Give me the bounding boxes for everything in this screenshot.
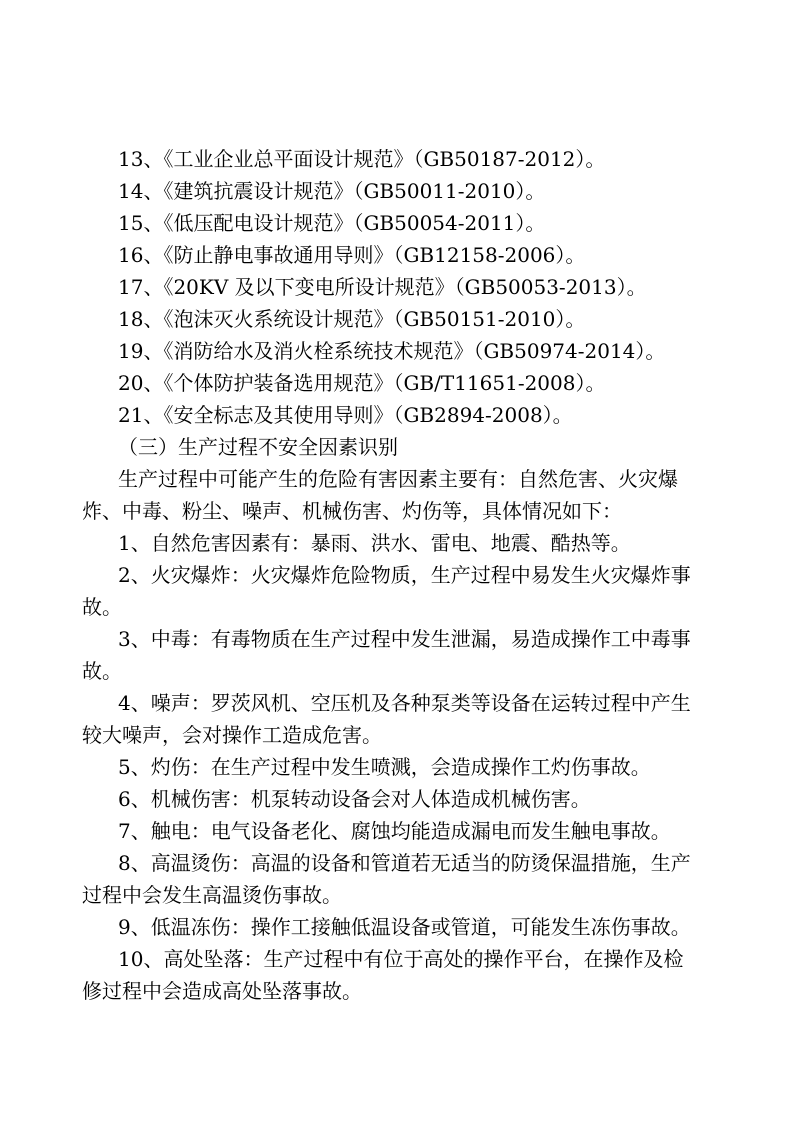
reference-item-16: 16、《防止静电事故通用导则》（GB12158-2006）。 [118, 243, 586, 267]
hazard-item-9: 9、低温冻伤：操作工接触低温设备或管道，可能发生冻伤事故。 [118, 915, 691, 939]
hazard-item-2-line-2: 故。 [82, 595, 122, 619]
reference-item-21: 21、《安全标志及其使用导则》（GB2894-2008）。 [118, 403, 573, 427]
hazard-item-4-line-1: 4、噪声：罗茨风机、空压机及各种泵类等设备在运转过程中产生 [118, 691, 691, 715]
reference-item-19: 19、《消防给水及消火栓系统技术规范》（GB50974-2014）。 [118, 339, 666, 363]
hazard-item-8-line-1: 8、高温烫伤：高温的设备和管道若无适当的防烫保温措施，生产 [118, 851, 691, 875]
reference-item-15: 15、《低压配电设计规范》（GB50054-2011）。 [118, 211, 546, 235]
hazard-item-8-line-2: 过程中会发生高温烫伤事故。 [82, 883, 342, 907]
intro-paragraph-line-2: 炸、中毒、粉尘、噪声、机械伤害、灼伤等，具体情况如下： [82, 499, 622, 523]
hazard-item-1: 1、自然危害因素有：暴雨、洪水、雷电、地震、酷热等。 [118, 531, 631, 555]
hazard-item-7: 7、触电：电气设备老化、腐蚀均能造成漏电而发生触电事故。 [118, 819, 671, 843]
section-heading: （三）生产过程不安全因素识别 [118, 435, 398, 459]
reference-item-18: 18、《泡沫灭火系统设计规范》（GB50151-2010）。 [118, 307, 586, 331]
hazard-item-4-line-2: 较大噪声，会对操作工造成危害。 [82, 723, 382, 747]
reference-item-14: 14、《建筑抗震设计规范》（GB50011-2010）。 [118, 179, 546, 203]
intro-paragraph-line-1: 生产过程中可能产生的危险有害因素主要有：自然危害、火灾爆 [118, 467, 678, 491]
hazard-item-3-line-2: 故。 [82, 659, 122, 683]
reference-item-17: 17、《20KV 及以下变电所设计规范》（GB50053-2013）。 [118, 275, 647, 299]
reference-item-13: 13、《工业企业总平面设计规范》（GB50187-2012）。 [118, 147, 606, 171]
hazard-item-10-line-1: 10、高处坠落：生产过程中有位于高处的操作平台，在操作及检 [118, 947, 684, 971]
hazard-item-2-line-1: 2、火灾爆炸：火灾爆炸危险物质，生产过程中易发生火灾爆炸事 [118, 563, 691, 587]
hazard-item-6: 6、机械伤害：机泵转动设备会对人体造成机械伤害。 [118, 787, 591, 811]
hazard-item-3-line-1: 3、中毒：有毒物质在生产过程中发生泄漏，易造成操作工中毒事 [118, 627, 691, 651]
reference-item-20: 20、《个体防护装备选用规范》（GB/T11651-2008）。 [118, 371, 606, 395]
hazard-item-10-line-2: 修过程中会造成高处坠落事故。 [82, 979, 362, 1003]
hazard-item-5: 5、灼伤：在生产过程中发生喷溅，会造成操作工灼伤事故。 [118, 755, 651, 779]
